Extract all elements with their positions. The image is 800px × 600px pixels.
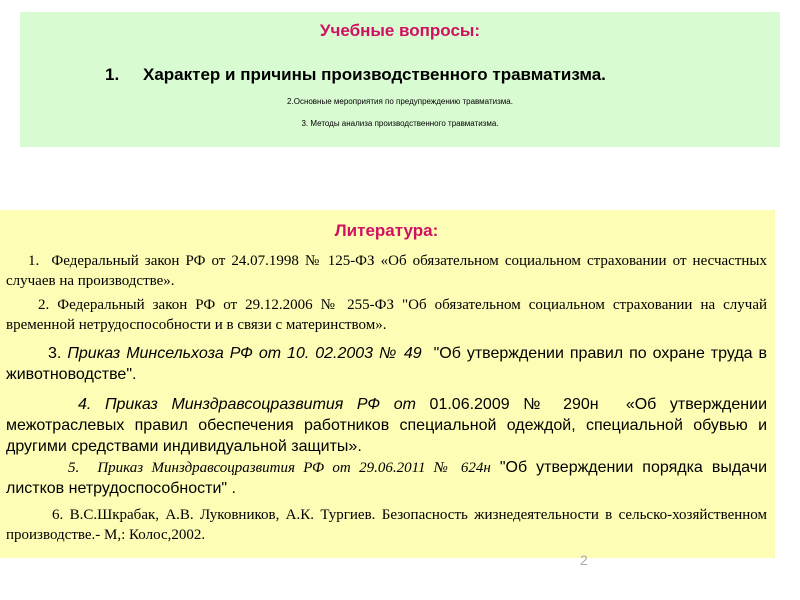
question-1-text: Характер и причины производственного травматизма.: [143, 65, 606, 84]
literature-item-1: [6, 251, 767, 291]
page-number: 2: [580, 552, 588, 568]
literature-item-1-number: 1.: [28, 253, 40, 269]
literature-item-6-number: 6.: [52, 507, 64, 523]
literature-box: [0, 210, 775, 558]
literature-item-4-text: «Об утверждении межотраслевых правил обеспечения работников специальной одеждой, специальной обувью и другими средствами индивидуальной защиты».: [6, 396, 767, 455]
literature-item-3-doc: Приказ Минсельхоза РФ от 10. 02.2003 № 49: [67, 345, 422, 362]
study-questions-box: [20, 12, 780, 147]
literature-title: Литература:: [334, 221, 439, 240]
literature-item-2-number: 2.: [38, 297, 50, 313]
literature-item-4-number: 4.: [78, 396, 92, 413]
literature-item-2-text: Федеральный закон РФ от 29.12.2006 № 255-ФЗ "Об обязательном социальном страховании на случай временной нетрудоспособности и в связи с материнством».: [6, 297, 768, 333]
question-2: 2.Основные мероприятия по предупреждению травматизма.: [287, 97, 513, 106]
literature-item-4-date: 01.06.2009 № 290н: [429, 396, 599, 413]
literature-item-5: [6, 457, 767, 499]
literature-item-1-text: Федеральный закон РФ от 24.07.1998 № 125-ФЗ «Об обязательном социальном страховании от несчастных случаев на производстве».: [6, 253, 767, 289]
study-questions-title: Учебные вопросы:: [319, 21, 481, 40]
literature-item-5-doc: Приказ Минздравсоцразвития РФ от 29.06.2011 № 624н: [97, 460, 491, 476]
literature-item-3: [6, 343, 767, 385]
literature-item-6-text: В.С.Шкрабак, А.В. Луковников, А.К. Тургиев. Безопасность жизнедеятельности в сельско-хозяйственном производстве.- М,: Колос,2002.: [6, 507, 767, 543]
literature-item-6: [6, 505, 767, 545]
literature-item-3-text: "Об утверждении правил по охране труда в животноводстве".: [6, 345, 768, 383]
literature-item-5-text: "Об утверждении порядка выдачи листков нетрудоспособности" .: [6, 459, 768, 497]
literature-item-4: [6, 394, 767, 457]
question-1-number: 1.: [105, 65, 120, 84]
question-1: [20, 65, 780, 85]
literature-item-3-number: 3.: [48, 345, 62, 362]
literature-item-5-number: 5.: [68, 460, 80, 476]
literature-item-4-doc: Приказ Минздравсоцразвития РФ от: [104, 396, 416, 413]
question-3: 3. Методы анализа производственного травматизма.: [301, 119, 499, 128]
literature-item-2: [6, 295, 767, 335]
